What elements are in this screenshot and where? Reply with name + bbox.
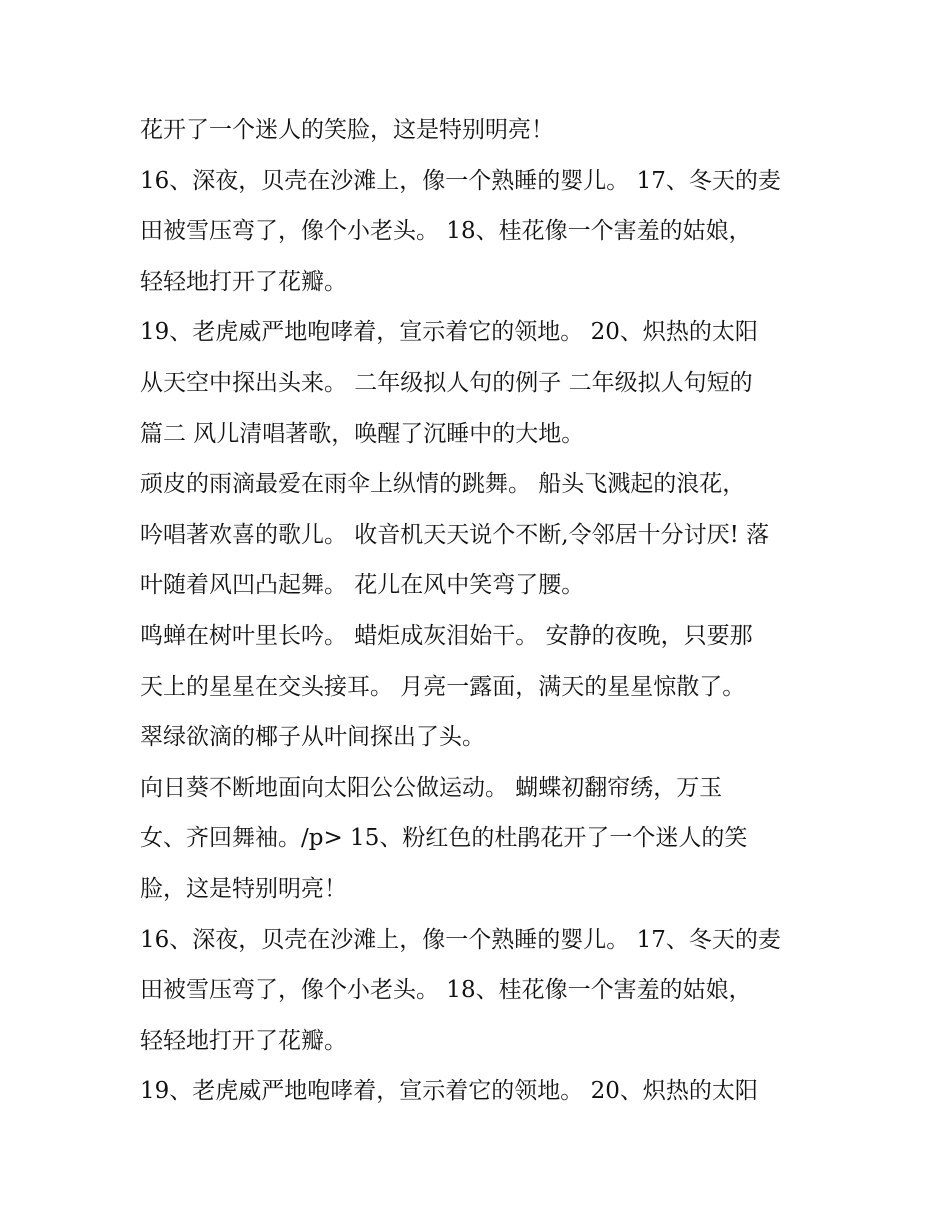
text-line: 16、深夜，贝壳在沙滩上，像一个熟睡的婴儿。 17、冬天的麦 — [140, 926, 781, 953]
text-line: 脸，这是特别明亮！ — [140, 875, 347, 902]
text-line: 鸣蝉在树叶里长吟。 蜡炬成灰泪始干。 安静的夜晚，只要那 — [140, 622, 753, 649]
text-line: 花开了一个迷人的笑脸，这是特别明亮！ — [140, 117, 554, 143]
text-line: 女、齐回舞袖。/p> 15、粉红色的杜鹃花开了一个迷人的笑 — [140, 825, 748, 852]
text-line: 篇二 风儿清唱著歌，唤醒了沉睡中的大地。 — [140, 420, 585, 447]
text-line: 19、老虎威严地咆哮着，宣示着它的领地。 20、炽热的太阳 — [140, 1078, 758, 1105]
body-text — [140, 105, 840, 1117]
text-line: 轻轻地打开了花瓣。 — [140, 1027, 347, 1054]
text-line: 翠绿欲滴的椰子从叶间探出了头。 — [140, 724, 485, 751]
text-line: 叶随着风凹凸起舞。 花儿在风中笑弯了腰。 — [140, 572, 585, 599]
text-line: 天上的星星在交头接耳。 月亮一露面，满天的星星惊散了。 — [140, 673, 746, 700]
text-line: 顽皮的雨滴最爱在雨伞上纵情的跳舞。 船头飞溅起的浪花， — [140, 471, 746, 498]
text-line: 田被雪压弯了，像个小老头。 18、桂花像一个害羞的姑娘， — [140, 218, 752, 245]
text-line: 从天空中探出头来。 二年级拟人句的例子 二年级拟人句短的 — [140, 369, 753, 396]
text-line: 16、深夜，贝壳在沙滩上，像一个熟睡的婴儿。 17、冬天的麦 — [140, 167, 781, 194]
text-line: 田被雪压弯了，像个小老头。 18、桂花像一个害羞的姑娘， — [140, 977, 752, 1004]
text-line: 吟唱著欢喜的歌儿。 收音机天天说个不断,令邻居十分讨厌! 落 — [140, 521, 770, 548]
text-line: 19、老虎威严地咆哮着，宣示着它的领地。 20、炽热的太阳 — [140, 319, 758, 346]
text-line: 轻轻地打开了花瓣。 — [140, 268, 347, 295]
text-line: 向日葵不断地面向太阳公公做运动。 蝴蝶初翻帘绣，万玉 — [140, 774, 723, 801]
